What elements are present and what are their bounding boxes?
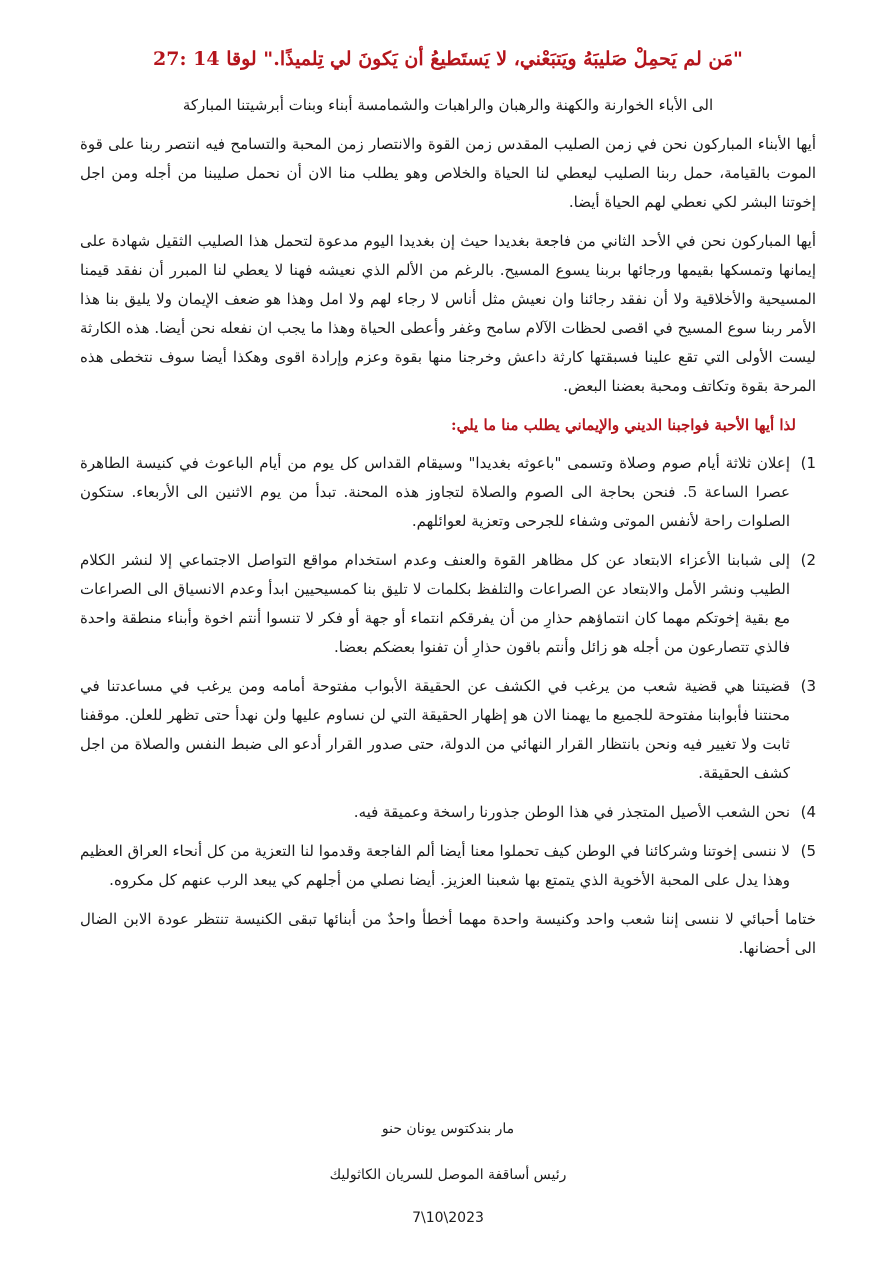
scripture-title: "مَن لم يَحمِلْ صَليبَهُ ويَتبَعْني، لا يَستَطيعُ أن يَكونَ لي تِلميذًا." لوقا 14 :27 (153, 48, 743, 70)
closing-paragraph: ختاما أحبائي لا ننسى إننا شعب واحد وكنيسة واحدة مهما أخطأ واحدٌ من أبنائها تبقى الكنيسة تنتظر عودة الابن الضال الى أحضانها. (80, 910, 816, 957)
signature-date: 2023\10\7 (412, 1210, 484, 1226)
list-item-text: إلى شبابنا الأعزاء الابتعاد عن كل مظاهر القوة والعنف وعدم استخدام مواقع التواصل الاجتماعي إلا لنشر الكلام الطيب ونشر الأمل والابتعاد عن الصراعات والتلفظ بكلمات لا تليق بنا كمسيحيين ابدأ وعدم الانسياق الى الصراعات مع بقية إخوتكم مهما كان انتماؤهم حذارِ من أن يفرقكم انتماء أو جهة أو فكر لا تنسوا أنتم اخوة وأبناء منطقة واحدة فالذي تتصارعون من أجله هو زائل وأنتم باقون حذارِ أن تفنوا بعضكم بعضا. (80, 551, 790, 656)
list-item-number: 1) (800, 454, 816, 472)
list-item-text: نحن الشعب الأصيل المتجذر في هذا الوطن جذورنا راسخة وعميقة فيه. (353, 803, 790, 821)
signature-title: رئيس أساقفة الموصل للسريان الكاثوليك (329, 1167, 567, 1183)
list-item (80, 449, 816, 536)
list-item-number: 2) (800, 551, 816, 569)
list-item (80, 798, 816, 827)
list-item (80, 672, 816, 788)
list-item (80, 837, 816, 895)
signature-name: مار بندكتوس يونان حنو (381, 1121, 515, 1137)
duties-list (80, 449, 816, 895)
duties-heading: لذا أيها الأحبة فواجبنا الديني والإيماني يطلب منا ما يلي: (451, 416, 796, 434)
list-item-number: 5) (800, 842, 816, 860)
list-item-text: لا ننسى إخوتنا وشركائنا في الوطن كيف تحملوا معنا أيضا ألم الفاجعة وقدموا لنا التعزية من كل أنحاء العراق العظيم وهذا يدل على المحبة الأخوية الذي يتمتع بها شعبنا العزيز. أيضا نصلي من أجلهم كي يبعد الرب عنهم كل مكروه. (80, 842, 790, 889)
letter-address: الى الأباء الخوارنة والكهنة والرهبان والراهبات والشمامسة أبناء وبنات أبرشيتنا المباركة (182, 96, 714, 114)
list-item-number: 3) (800, 677, 816, 695)
list-item-number: 4) (800, 803, 816, 821)
list-item (80, 546, 816, 662)
list-item-text: إعلان ثلاثة أيام صوم وصلاة وتسمى "باعوثه بغديدا" وسيقام القداس كل يوم من أيام الباعوث في كنيسة الطاهرة عصرا الساعة 5. فنحن بحاجة الى الصوم والصلاة لتجاوز هذه المحنة. تبدأ من يوم الاثنين الى الأربعاء. ستكون الصلوات راحة لأنفس الموتى وشفاء للجرحى وتعزية لعوائلهم. (80, 454, 791, 530)
list-item-text: قضيتنا هي قضية شعب من يرغب في الكشف عن الحقيقة الأبواب مفتوحة أمامه ومن يرغب في مساعدتنا في محنتنا فأبوابنا مفتوحة للجميع ما يهمنا الان هو إظهار الحقيقة التي لن نساوم عليها ولن نهدأ حتى تظهر للعلن. موقفنا ثابت ولا تغيير فيه ونحن بانتظار القرار النهائي من الدولة، حتى صدور القرار أدعو الى ضبط النفس والصلاة من اجل كشف الحقيقة. (80, 677, 790, 782)
paragraph-2: أيها المباركون نحن في الأحد الثاني من فاجعة بغديدا حيث إن بغديدا اليوم مدعوة لتحمل هذا الصليب الثقيل شهادة على إيمانها وتمسكها بقيمها ورجائها بربنا يسوع المسيح. بالرغم من الألم الذي نعيشه فهنا لا يعطي لنا المبرر أن نفقد قيمنا المسيحية والأخلاقية ولا أن نفقد رجائنا وان نعيش مثل أناس لا رجاء لهم ولا امل وهذا هو ضعف الإيمان ولا يليق بنا هذا الأمر ربنا سوع المسيح في اقصى لحظات الآلام سامح وغفر وأعطى الحياة وهذا ما يجب ان نفعله نحن أيضا. هذه الكارثة ليست الأولى التي تقع علينا فسبقتها كارثة داعش وخرجنا منها بقوة وعزم وإرادة اقوى وهكذا أيضا سوف نتخطى هذه المرحة بقوة وتكاتف ومحبة بعضنا البعض. (80, 232, 816, 395)
paragraph-1: أيها الأبناء المباركون نحن في زمن الصليب المقدس زمن القوة والانتصار زمن المحبة والتسامح فيه انتصر ربنا على قوة الموت بالقيامة، حمل ربنا الصليب ليعطي لنا الحياة والخلاص وهو يطلب منا الان أن نحمل صليبنا من أجله ومن اجل إخوتنا البشر لكي نعطي لهم الحياة أيضا. (80, 135, 816, 211)
